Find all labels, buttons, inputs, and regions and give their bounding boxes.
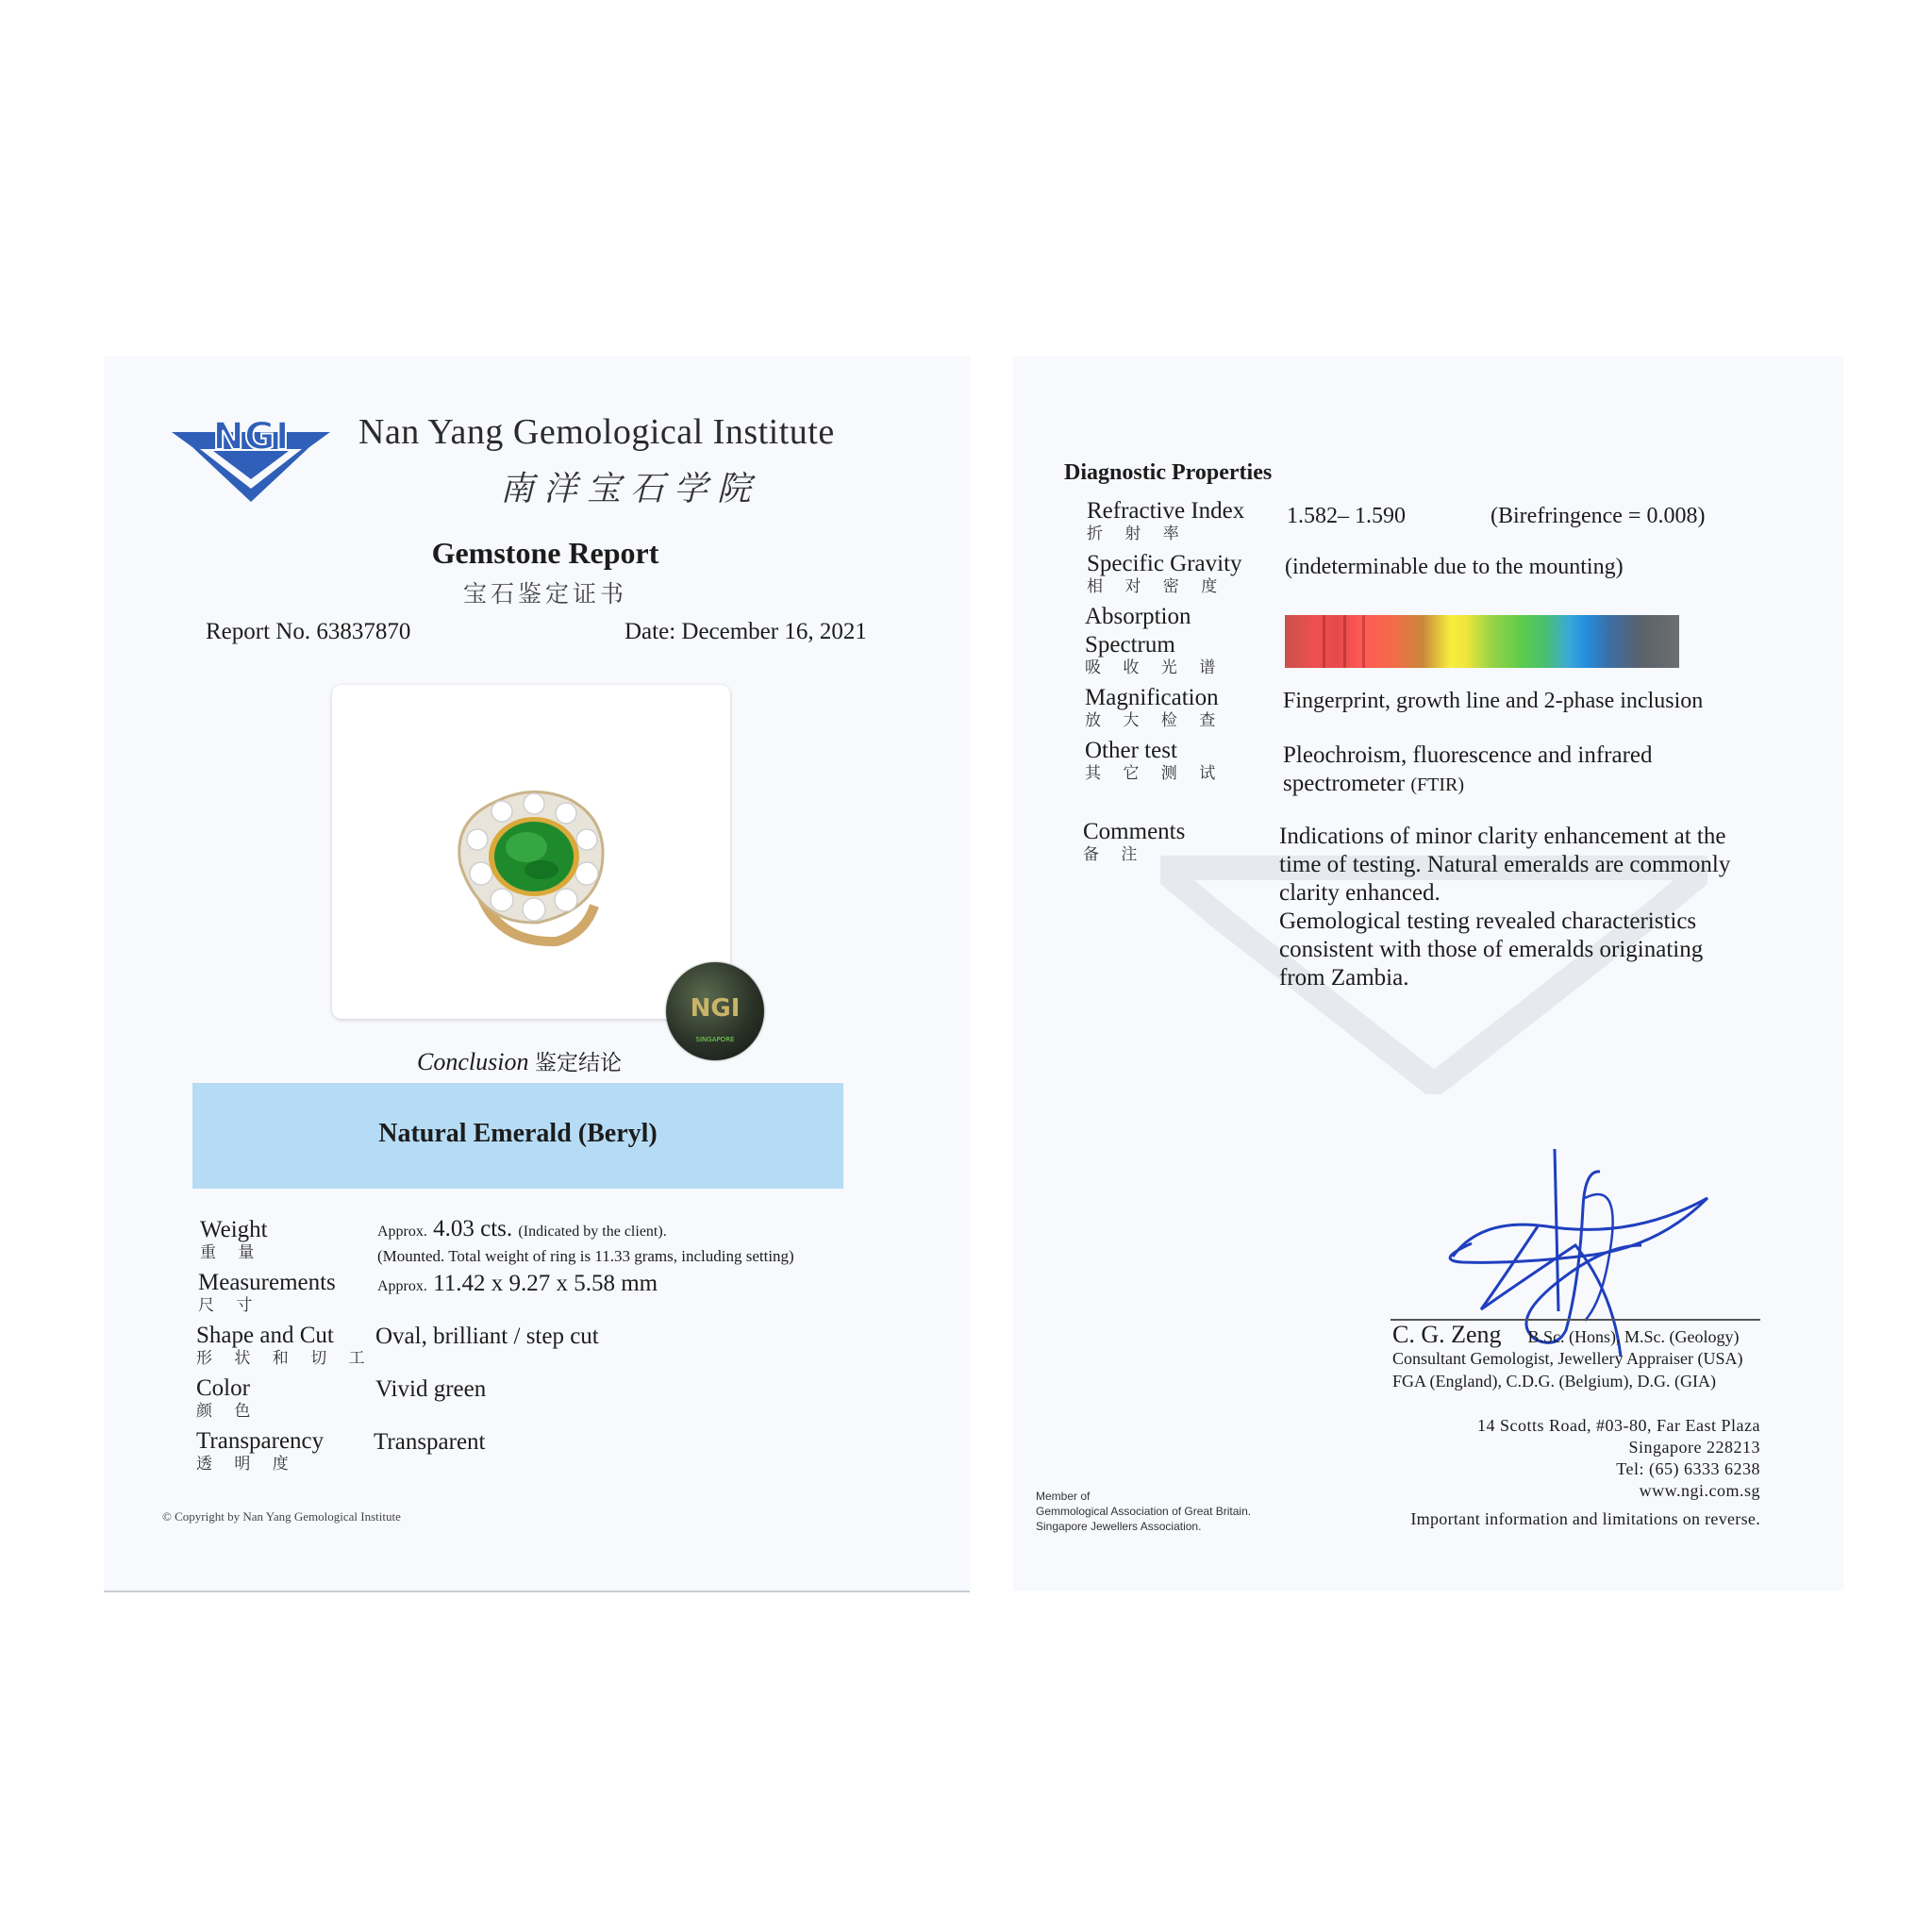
weight-prefix: Approx.: [377, 1224, 427, 1240]
comment-line: from Zambia.: [1279, 965, 1409, 991]
report-title-cn: 宝石鉴定证书: [462, 580, 627, 608]
label-text-cn: 折 射 率: [1087, 525, 1188, 543]
birefringence-value: (Birefringence = 0.008): [1491, 504, 1706, 528]
signatory-line1: [1392, 1321, 1740, 1349]
label-text-cn: 放 大 检 查: [1085, 711, 1224, 730]
institute-address: [1415, 1415, 1760, 1502]
reverse-note: Important information and limitations on reverse.: [1410, 1509, 1760, 1528]
property-label-cn: 透 明 度: [196, 1455, 297, 1474]
conclusion-label: Conclusion: [417, 1048, 529, 1075]
property-label: Color: [196, 1375, 250, 1401]
other-test-label: [1085, 738, 1224, 783]
signatory-name: C. G. Zeng: [1392, 1321, 1502, 1348]
institute-name-cn: 南洋宝石学院: [500, 470, 761, 508]
hologram-caption: SINGAPORE: [695, 1036, 735, 1043]
property-label-cn: 重 量: [200, 1243, 263, 1262]
property-transparency: [196, 1428, 324, 1474]
weight-note: (Indicated by the client).: [518, 1224, 667, 1240]
hologram-logo-text: NGI: [690, 994, 741, 1023]
membership-line: Singapore Jewellers Association.: [1036, 1520, 1202, 1533]
conclusion-result: Natural Emerald (Beryl): [378, 1119, 658, 1148]
report-title: Gemstone Report: [431, 536, 659, 570]
report-number: Report No. 63837870: [206, 619, 411, 644]
comment-line: Indications of minor clarity enhancement at the: [1279, 824, 1726, 849]
comment-line: consistent with those of emeralds originating: [1279, 937, 1704, 962]
label-text: Refractive Index: [1087, 498, 1245, 524]
copyright: © Copyright by Nan Yang Gemological Institute: [162, 1509, 401, 1524]
comments-text: [1279, 823, 1770, 992]
conclusion-label-cn: 鉴定结论: [534, 1051, 622, 1075]
specific-gravity-label: [1087, 551, 1242, 596]
emerald-ring-photo: [443, 783, 623, 949]
comment-line: time of testing. Natural emeralds are commonly: [1279, 852, 1731, 877]
property-label-cn: 形 状 和 切 工: [196, 1349, 374, 1368]
other-test-value: [1283, 741, 1653, 799]
label-text-cn: 备 注: [1083, 845, 1146, 864]
other-test-line2: spectrometer: [1283, 771, 1406, 796]
property-label-cn: 颜 色: [196, 1402, 259, 1421]
property-label: Measurements: [198, 1270, 336, 1295]
other-test-line: [1283, 770, 1653, 799]
measurements-prefix: Approx.: [377, 1278, 427, 1294]
absorption-spectrum-bar: [1285, 615, 1679, 668]
address-line: Tel: (65) 6333 6238: [1616, 1459, 1760, 1478]
label-text-cn: 相 对 密 度: [1087, 577, 1226, 596]
measurements-main: 11.42 x 9.27 x 5.58 mm: [433, 1271, 658, 1296]
label-text-cn: 其 它 测 试: [1085, 764, 1224, 783]
label-text: Other test: [1085, 738, 1177, 763]
property-color: [196, 1375, 258, 1421]
property-label: Weight: [200, 1217, 268, 1242]
weight-value: [377, 1215, 667, 1246]
property-shape: [196, 1323, 374, 1368]
comment-line: Gemological testing revealed characteristics: [1279, 908, 1697, 934]
ngi-logo-text: NGI: [212, 415, 290, 458]
institute-name: Nan Yang Gemological Institute: [358, 412, 835, 452]
absorption-spectrum-label: [1085, 604, 1224, 677]
membership-line: Member of: [1036, 1490, 1091, 1503]
weight-mounted-note: (Mounted. Total weight of ring is 11.33 grams, including setting): [377, 1247, 794, 1265]
magnification-label: [1085, 685, 1224, 730]
property-measurements: [198, 1270, 336, 1315]
address-line: Singapore 228213: [1628, 1438, 1760, 1457]
label-text: Magnification: [1085, 685, 1219, 710]
other-test-suffix: (FTIR): [1410, 774, 1465, 795]
comment-line: clarity enhanced.: [1279, 880, 1441, 906]
property-weight: [200, 1217, 268, 1262]
diagnostic-heading: Diagnostic Properties: [1064, 460, 1273, 485]
membership-line: Gemmological Association of Great Britain.: [1036, 1505, 1252, 1518]
transparency-value: Transparent: [374, 1429, 486, 1455]
signatory-credentials: FGA (England), C.D.G. (Belgium), D.G. (GIA): [1392, 1372, 1716, 1391]
property-label-cn: 尺 寸: [198, 1296, 261, 1315]
property-label: Shape and Cut: [196, 1323, 334, 1348]
address-line: 14 Scotts Road, #03-80, Far East Plaza: [1477, 1416, 1760, 1435]
address-line: www.ngi.com.sg: [1639, 1481, 1760, 1500]
shape-value: Oval, brilliant / step cut: [375, 1324, 599, 1349]
label-text-cn: 吸 收 光 谱: [1085, 658, 1224, 677]
property-label: Transparency: [196, 1428, 325, 1454]
signatory-title: Consultant Gemologist, Jewellery Appraiser (USA): [1392, 1349, 1743, 1368]
refractive-index-label: [1087, 498, 1244, 543]
comments-label: [1083, 819, 1185, 864]
hologram-seal: [666, 962, 764, 1060]
membership-note: [1036, 1489, 1251, 1534]
conclusion-label-row: [417, 1045, 622, 1076]
signatory-degrees: B.Sc. (Hons), M.Sc. (Geology): [1527, 1327, 1740, 1346]
measurements-value: [377, 1270, 658, 1301]
label-text: Absorption: [1085, 604, 1191, 629]
refractive-index-value: 1.582– 1.590: [1287, 504, 1406, 528]
color-value: Vivid green: [375, 1376, 487, 1402]
label-text: Specific Gravity: [1087, 551, 1242, 576]
report-date: Date: December 16, 2021: [625, 619, 867, 644]
other-test-line: Pleochroism, fluorescence and infrared: [1283, 742, 1653, 768]
ngi-logo: [168, 415, 334, 506]
label-text: Spectrum: [1085, 632, 1175, 658]
conclusion-band: [192, 1083, 843, 1189]
weight-main: 4.03 cts.: [433, 1216, 513, 1241]
magnification-value: Fingerprint, growth line and 2-phase inclusion: [1283, 689, 1704, 713]
label-text: Comments: [1083, 819, 1186, 844]
specific-gravity-value: (indeterminable due to the mounting): [1285, 555, 1624, 579]
